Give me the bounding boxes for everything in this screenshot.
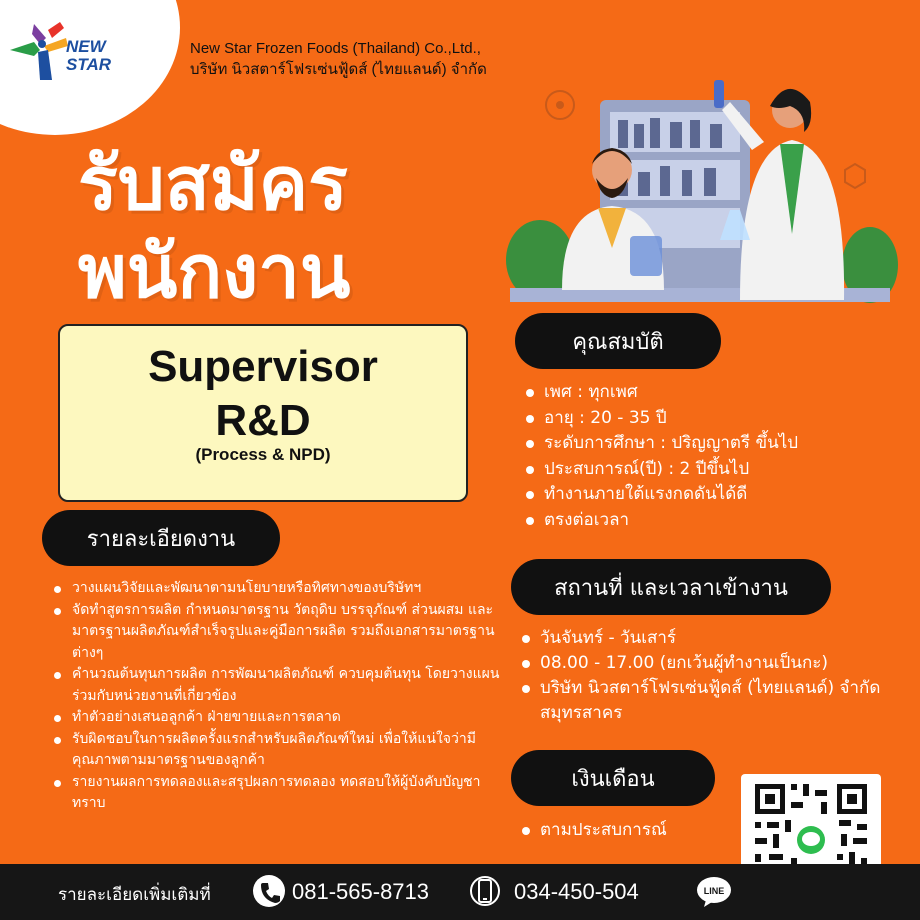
phone-number-1[interactable]: 081-565-8713	[292, 879, 430, 904]
headline-line-2: พนักงาน	[78, 229, 351, 315]
list-item: คำนวณต้นทุนการผลิต การพัฒนาผลิตภัณฑ์ ควบคุมต้นทุน โดยวางแผนร่วมกับหน่วยงานที่เกี่ยวข้อง	[52, 664, 502, 707]
list-item: บริษัท นิวสตาร์โฟรเซ่นฟู้ดส์ (ไทยแลนด์) จำกัด สมุทรสาคร	[520, 676, 910, 726]
list-item: อายุ : 20 - 35 ปี	[524, 406, 798, 432]
logo-line-2: STAR	[66, 55, 112, 74]
line-icon-text: LINE	[703, 886, 725, 896]
phone-number-2[interactable]: 034-450-504	[514, 879, 639, 904]
list-item: ทำงานภายใต้แรงกดดันได้ดี	[524, 482, 798, 508]
list-item: เพศ : ทุกเพศ	[524, 380, 798, 406]
company-name-th: บริษัท นิวสตาร์โฟรเซ่นฟู้ดส์ (ไทยแลนด์) จำกัด	[190, 61, 487, 78]
list-item: รับผิดชอบในการผลิตครั้งแรกสำหรับผลิตภัณฑ์ใหม่ เพื่อให้แน่ใจว่ามีคุณภาพตามมาตรฐานของลูกค้า	[52, 729, 502, 772]
job-details-list	[52, 578, 502, 815]
mobile-icon	[470, 873, 500, 909]
list-item: 08.00 - 17.00 (ยกเว้นผู้ทำงานเป็นกะ)	[520, 651, 910, 676]
logo-wordmark	[66, 38, 111, 74]
job-title: Supervisor	[148, 342, 378, 391]
contact-footer	[0, 864, 920, 920]
location-time-heading: สถานที่ และเวลาเข้างาน	[511, 559, 831, 615]
company-name	[190, 38, 487, 80]
logo-line-1: NEW	[66, 37, 106, 56]
list-item: ประสบการณ์(ปี) : 2 ปีขึ้นไป	[524, 457, 798, 483]
list-item: วางแผนวิจัยและพัฒนาตามนโยบายหรือทิศทางของบริษัทฯ	[52, 578, 502, 600]
company-name-en: New Star Frozen Foods (Thailand) Co.,Ltd.,	[190, 40, 481, 57]
scientists-lab-illustration	[500, 60, 900, 305]
salary-list	[520, 818, 667, 842]
list-item: ทำตัวอย่างเสนอลูกค้า ฝ่ายขายและการตลาด	[52, 707, 502, 729]
job-details-heading: รายละเอียดงาน	[42, 510, 280, 566]
list-item: ตามประสบการณ์	[520, 818, 667, 842]
phone-icon	[252, 874, 286, 908]
headline	[78, 140, 350, 316]
list-item: ระดับการศึกษา : ปริญญาตรี ขึ้นไป	[524, 431, 798, 457]
location-time-list	[520, 626, 910, 726]
qualifications-list	[524, 380, 798, 533]
salary-heading: เงินเดือน	[511, 750, 715, 806]
list-item: ตรงต่อเวลา	[524, 508, 798, 534]
job-department: R&D	[215, 396, 311, 445]
job-scope-note: (Process & NPD)	[195, 445, 331, 464]
list-item: จัดทำสูตรการผลิต กำหนดมาตรฐาน วัตถุดิบ บรรจุภัณฑ์ ส่วนผสม และมาตรฐานผลิตภัณฑ์สำเร็จรูปและคู่มือการผลิต รวมถึงเอกสารมาตรฐานต่างๆ	[52, 600, 502, 665]
line-app-icon[interactable]	[696, 876, 732, 908]
list-item: รายงานผลการทดลองและสรุปผลการทดลอง ทดสอบให้ผู้บังคับบัญชาทราบ	[52, 772, 502, 815]
contact-label: รายละเอียดเพิ่มเติมที่	[58, 885, 211, 905]
qualifications-heading: คุณสมบัติ	[515, 313, 721, 369]
job-title-box	[58, 324, 468, 502]
list-item: วันจันทร์ - วันเสาร์	[520, 626, 910, 651]
headline-line-1: รับสมัคร	[78, 141, 348, 227]
